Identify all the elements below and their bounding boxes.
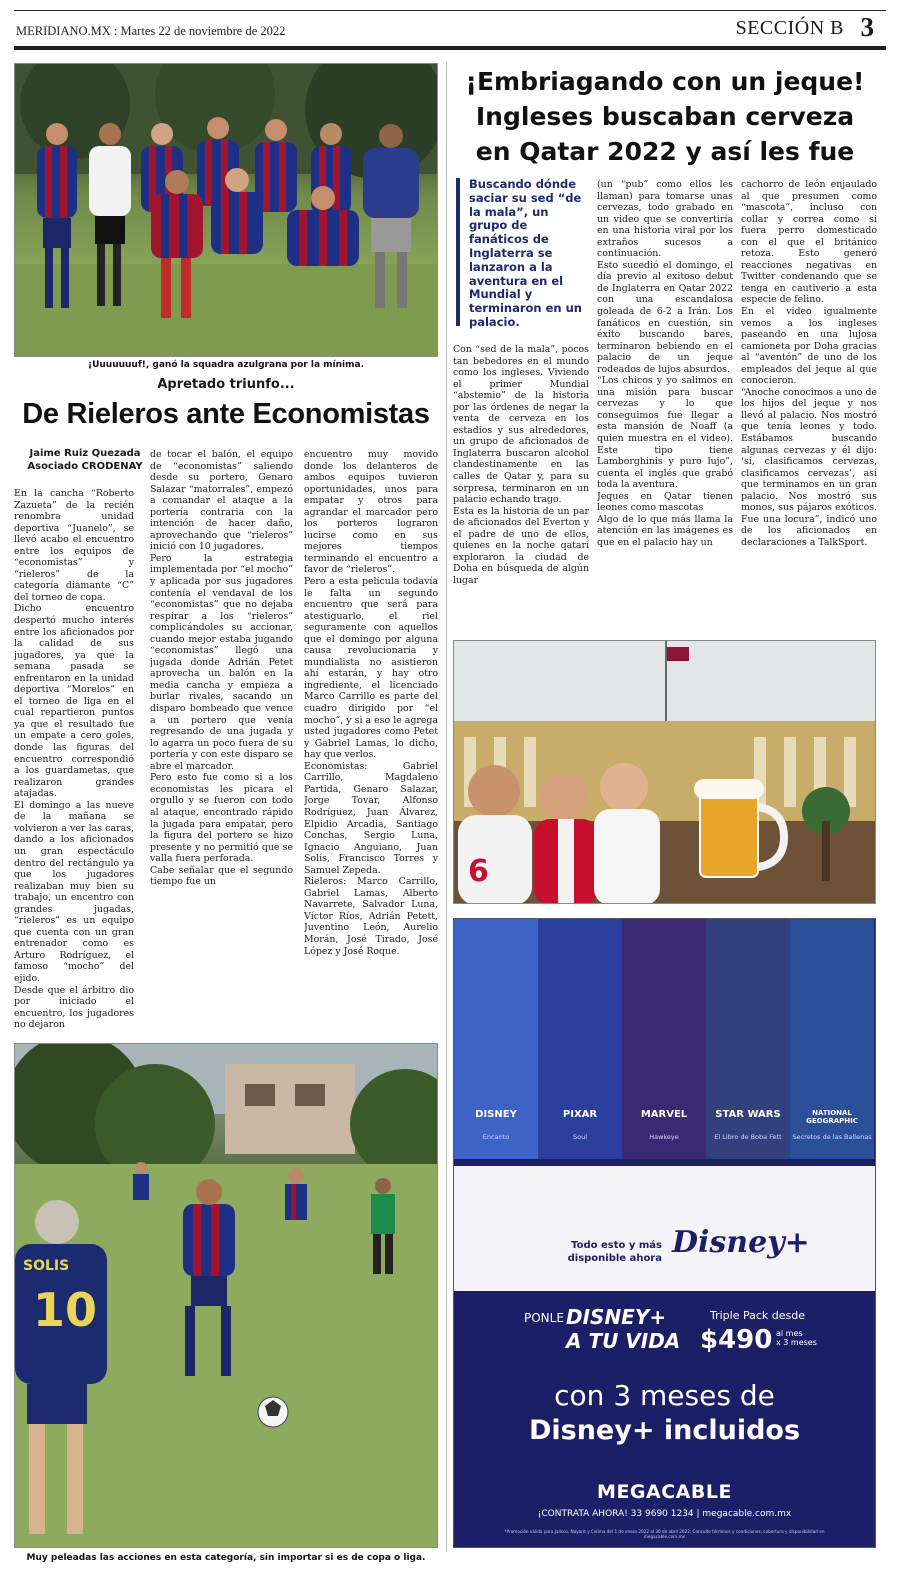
ad-panel-brand: NATIONAL GEOGRAPHIC <box>806 1109 858 1125</box>
ad-available-now <box>562 1239 662 1265</box>
paragraph: Dicho encuentro despertó mucho interés entre los aficionados por la calidad de sus jugadores, ya que la semana pasada se enfrentaron en la unidad deportiva “Morelos” en el torneo de liga en el cual repartieron puntos ya que el resultado fue un empate a cero goles, donde las figuras del encuentro correspondió a los guardametas, que realizaron grandes atajadas. <box>14 603 134 800</box>
team-photo-illustration <box>15 64 438 357</box>
page-number: 3 <box>860 12 874 42</box>
paragraph: (un “pub” como ellos les llaman) para tomarse unas cervezas, todo grabado en un video que se convertiría en una historia viral por los extraños sucesos a continuación. <box>597 179 733 260</box>
fans-photo-illustration <box>454 641 876 904</box>
ad-panel-brand: STAR WARS <box>715 1109 781 1120</box>
ad-fine-print: *Promoción válida para Jalisco, Nayarit y Colima del 1 de enero 2022 al 30 de abril 2022. Consulte términos y condiciones, cobertura y disponibilidad en megacable.com.mx <box>504 1529 825 1539</box>
megacable-logo: MEGACABLE <box>597 1481 732 1503</box>
paragraph: “Anoche conocimos a uno de los hijos del jeque y nos llevó al palacio. Nos mostró que tenía leones y todo. Estábamos buscando algunas cervezas y él dijo: ‘sí, clasificamos cervezas, clasificamos cervezas’, así que terminamos en un gran palacio. Nos mostró sus monos, sus pájaros exóticos. Fue una locura”, indicó uno de los aficionados en declaraciones a TalkSport. <box>741 386 877 548</box>
article1-byline <box>20 447 150 473</box>
ad-panel-title: Encanto <box>482 1133 510 1141</box>
headline-line: ¡Embriagando con un jeque! <box>465 67 865 96</box>
paragraph: Pero la estrategia implementada por “el mocho” y aplicada por sus jugadores contenía el vendaval de los “economistas” que no dejaba respirar a los “rieleros” complicándoles su accionar, cuando mejor estaba jugando “economistas” llegó una jugada donde Adrián Petet aprovecha un balón en la media cancha y empieza a burlar rivales, sacando un disparo bombeado que vence a un portero que venía regresando de una jugada y lo agarra un poco fuera de su portería y con este disparo se abre el marcador. <box>150 552 293 772</box>
ad-price-period <box>776 1329 817 1347</box>
paragraph: Esto sucedió el domingo, el día previo al exitoso debut de Inglaterra en Qatar 2022 con una escandalosa goleada de 6-2 a Irán. Los fanáticos en cuestión, sin éxito buscando bares, terminaron bebiendo en el palacio de un jeque rodeados de lujos absurdos. <box>597 259 733 375</box>
paragraph: En la cancha “Roberto Zazueta” de la recién renombra unidad deportiva “Juanelo”, se llevó acabo el encuentro entre los equipos de “economistas” y “rieleros” de la categoría diamante “C” del torneo de copa. <box>14 488 134 603</box>
masthead-date: MERIDIANO.MX : Martes 22 de noviembre de 2022 <box>16 24 286 38</box>
article2-column-3 <box>741 179 877 634</box>
article2-column-1 <box>453 344 589 634</box>
ad-disney-plus-band <box>454 1166 875 1291</box>
fan-shirt-number: 6 <box>468 854 489 889</box>
byline-name: Jaime Ruiz Quezada <box>29 448 141 459</box>
section-label: SECCIÓN B <box>735 17 844 39</box>
team-photo <box>14 63 438 357</box>
ad-per-month: al mes <box>776 1329 803 1338</box>
disney-plus-megacable-ad[interactable] <box>453 918 876 1548</box>
ad-panel-brand: PIXAR <box>562 1109 598 1120</box>
ad-panel-title: Soul <box>572 1133 588 1141</box>
paragraph: Rieleros: Marco Carrillo, Gabriel Lamas, Alberto Navarrete, Salvador Luna, Víctor Ríos, Adrián Petett, Juventino León, Aurelio Morán, José Tirado, José López y José Roque. <box>304 876 438 957</box>
ad-triple-pack: Triple Pack desde <box>710 1309 806 1322</box>
ad-promo-line2: Disney+ incluidos <box>528 1415 801 1446</box>
ad-contact-line[interactable]: ¡CONTRATA AHORA! 33 9690 1234 | megacable.com.mx <box>537 1509 792 1519</box>
page-header <box>14 10 886 50</box>
ad-promo-line1: con 3 meses de <box>554 1379 775 1412</box>
match-action-photo <box>14 1043 438 1548</box>
paragraph: En el video igualmente vemos a los ingleses paseando en una lujosa camioneta por Doha gracias al “aventón” de uno de los empleados del jeque al que conocieron. <box>741 306 877 387</box>
ad-ponle-slogan <box>566 1305 680 1353</box>
photo2-caption: Muy peleadas las acciones en esta categoría, sin importar si es de copa o liga. <box>26 1553 426 1563</box>
ad-panel-ballenas <box>790 919 874 1159</box>
ad-ponle: PONLE <box>524 1311 564 1325</box>
jersey-number: 10 <box>33 1283 98 1337</box>
paragraph: Pero a esta película todavía le falta un segundo encuentro que será para atestiguarlo, el riel seguramente con aquellos que el domingo por alguna causa revolucionaria y mundialista no asistieron ahí estarán, y hay otro ingrediente, el licenciado Marco Carrillo es parte del cuadro dirigido por “el mocho”, y si a eso le agrega usted jugadores como Petet y Gabriel Lamas, lo dicho, hay que verlos. <box>304 576 438 761</box>
disney-plus-logo: Disney+ <box>672 1225 810 1260</box>
ad-panel-title: El Libro de Boba Fett <box>714 1133 782 1141</box>
paragraph: encuentro muy movido donde los delanteros de ambos equipos tuvieron oportunidades, unos para empatar y otros para agrandar el marcador pero los porteros lograron lucirse como en sus mejores tiempos terminando el encuentro a favor de “rieleros”. <box>304 449 438 576</box>
ad-panel-title: Hawkeye <box>649 1133 679 1141</box>
ad-panel-hawkeye <box>622 919 706 1159</box>
ad-price: $490 <box>700 1325 773 1355</box>
article2-headline <box>452 64 878 169</box>
ad-per-months: x 3 meses <box>776 1338 817 1347</box>
paragraph: de tocar el balón, el equipo de “economistas” saliendo desde su portero, Genaro Salazar “matorrales”, empezó a comandar el ataque a la portería contraria con la intención de hacer daño, aprovechando que “rieleros” inició con 10 jugadores. <box>150 449 293 553</box>
ad-panel-boba-fett <box>706 919 790 1159</box>
headline-line: en Qatar 2022 y así les fue <box>475 137 855 166</box>
byline-role: Asociado CRODENAY <box>27 461 143 472</box>
ad-panel-encanto <box>454 919 538 1159</box>
article1-headline: De Rieleros ante Economistas <box>22 398 430 430</box>
match-photo-illustration <box>15 1044 438 1548</box>
ad-line2: disponible ahora <box>567 1253 662 1264</box>
article1-kicker: Apretado triunfo... <box>157 377 295 392</box>
headline-line: Ingleses buscaban cerveza <box>475 102 855 131</box>
photo1-caption: ¡Uuuuuuuf!, ganó la squadra azulgrana por la mínima. <box>87 360 364 370</box>
paragraph: Algo de lo que más llama la atención en las imágenes es que en el palacio hay un <box>597 513 733 548</box>
subheading: Jeques en Qatar tienen leones como mascotas <box>597 490 733 514</box>
paragraph: Cabe señalar que el segundo tiempo fue un <box>150 864 293 888</box>
paragraph: Con “sed de la mala”, pocos tan bebedores en el mundo como los ingleses. Viviendo el primer Mundial “abstemio” de la historia por las órdenes de negar la venta de cerveza en los estadios y sus alrededores, un grupo de aficionados de Inglaterra buscaron alcohol clandestinamente en las calles de Qatar y, para su sorpresa, terminaron en un palacio echando trago. <box>453 344 589 506</box>
article1-column-3 <box>304 449 438 1036</box>
ad-panel-brand: DISNEY <box>475 1109 517 1120</box>
article1-column-2 <box>150 449 293 1036</box>
paragraph: El domingo a las nueve de la mañana se volvieron a ver las caras, dando a los aficionados un gran espectáculo dentro del rectángulo ya que los jugadores realizaban muy bien su trabajo, un encentro con grandes jugadas, “rieleros” es un equipo que cuenta con un gran entrenador como es Arturo Rodríguez, el famoso “mocho” del ejido. <box>14 799 134 984</box>
paragraph: Desde que el árbitro dio por iniciado el encuentro, los jugadores no dejaron <box>14 984 134 1031</box>
article1-column-1 <box>14 488 134 1036</box>
fans-palace-photo <box>453 640 876 904</box>
column-divider <box>446 62 447 1552</box>
article2-column-2 <box>597 179 733 634</box>
ad-slogan-line: DISNEY+ <box>566 1305 667 1329</box>
ad-slogan-line: A TU VIDA <box>566 1329 681 1353</box>
article2-deck: Buscando dónde saciar su sed “de la mala”, un grupo de fanáticos de Inglaterra se lanzaron a la aventura en el Mundial y terminaron en un palacio. <box>456 178 587 326</box>
paragraph: Economistas: Gabriel Carrillo, Magdaleno Partida, Genaro Salazar, Jorge Tovar, Alfonso Rodríguez, Juan Álvarez, Elpidio Arcadia, Santiago Conchas, Sergio Luna, Ignacio Anguiano, Juan Solís, Francisco Torres y Samuel Zepeda. <box>304 760 438 876</box>
ad-panel-title: Secretos de las Ballenas <box>792 1133 872 1141</box>
ad-panel-soul <box>538 919 622 1159</box>
paragraph: cachorro de león enjaulado al que presumen como “mascota”, incluso con collar y correa como si fuera perro domesticado con el que el británico retoza. Esto generó reacciones negativas en Twitter condenando que se tenga en cautiverio a esta especie de felino. <box>741 179 877 306</box>
paragraph: Esta es la historia de un par de aficionados del Everton y el padre de uno de ellos, quienes en la noche qatarí exploraron la ciudad de Doha en búsqueda de algún lugar <box>453 505 589 586</box>
jersey-name: SOLIS <box>23 1258 70 1274</box>
ad-panel-brand: MARVEL <box>640 1109 688 1120</box>
paragraph: Pero esto fue como si a los economistas les picara el orgullo y se fueron con todo al ataque, encontrado rápido la jugada para empatar, pero la figura del portero se hizo presente y no permitió que se valla fuera perforada. <box>150 772 293 865</box>
paragraph: “Los chicos y yo salimos en una misión para buscar cervezas y lo que conseguimos fue llegar a esta mansión de Noaff (a quien muestra en el video). Este tipo tiene Lamborghinis y puro lujo”, cuenta el inglés que grabó toda la aventura. <box>597 375 733 491</box>
ad-line1: Todo esto y más <box>571 1240 662 1251</box>
